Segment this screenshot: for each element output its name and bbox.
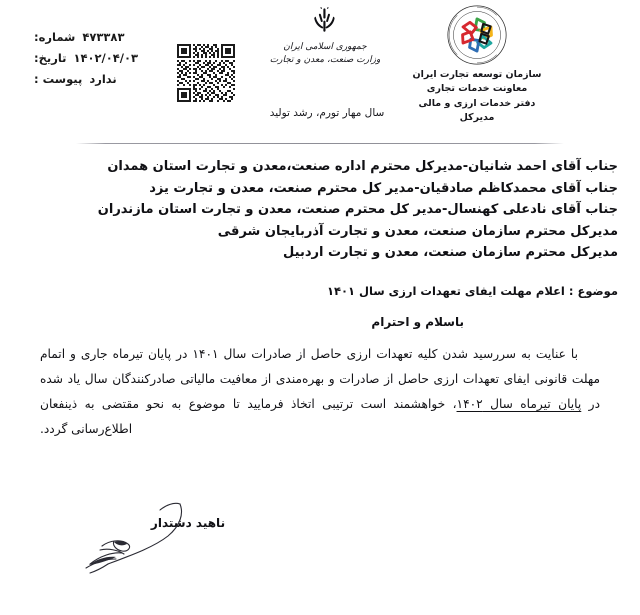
letterhead-header: [0, 0, 640, 132]
recipient-line: جناب آقای محمدکاظم صادقیان-مدیر کل محترم صنعت، معدن و تجارت یزد: [149, 180, 618, 196]
document-meta-block: [34, 30, 186, 93]
organization-block: [402, 4, 552, 125]
organization-line-2: معاونت خدمات تجاری: [426, 83, 528, 95]
ministry-line-2: وزارت صنعت، معدن و تجارت: [269, 55, 381, 66]
subject-line: موضوع : اعلام مهلت ایفای تعهدات ارزی سال ۱۴۰۱: [326, 284, 618, 298]
meta-label-attachment: پیوست :: [34, 72, 83, 86]
organization-line-3: دفتر خدمات ارزی و مالی: [418, 97, 536, 109]
ministry-line-1: جمهوری اسلامی ایران: [283, 42, 367, 52]
header-divider: [76, 143, 564, 144]
recipient-line: جناب آقای نادعلی کهنسال-مدیر کل محترم صنعت، معدن و تجارت استان مازندران: [97, 202, 618, 217]
signatory-name: ناهید دشتدار: [150, 516, 226, 530]
ministry-block: [255, 6, 395, 67]
organization-line-1: سازمان توسعه تجارت ایران: [412, 69, 542, 80]
qr-code-icon: [177, 44, 235, 102]
signature-block: [108, 516, 268, 530]
meta-row-attachment: [34, 72, 186, 86]
meta-label-date: تاریخ:: [34, 51, 67, 65]
recipient-list: [22, 156, 618, 264]
greeting-line: باسلام و احترام: [371, 315, 464, 329]
organization-line-4: مدیرکل: [459, 111, 495, 123]
body-part-2: ، خواهشمند است ترتیبی اتخاذ فرمایید تا موضوع به نحو مقتضی به ذینفعان اطلاع‌رسانی گردد.: [40, 397, 457, 436]
tpo-logo-icon: [446, 4, 508, 66]
meta-value-number: ۴۷۳۳۸۳: [82, 30, 125, 44]
meta-row-number: [34, 30, 186, 44]
year-slogan: سال مهار تورم، رشد تولید: [269, 107, 385, 119]
meta-row-date: [34, 51, 186, 65]
iran-emblem-icon: [255, 6, 395, 38]
handwritten-signature-icon: [56, 498, 236, 588]
meta-value-date: ۱۴۰۲/۰۴/۰۳: [73, 51, 139, 65]
body-part-1: با عنایت به سررسید شدن کلیه تعهدات ارزی حاصل از صادرات سال ۱۴۰۱ در پایان تیرماه جاری و اتمام مهلت قانونی ایفای تعهدات ارزی حاصل از صادرات و بهره‌مندی از معافیت مالیاتی صادرکنندگان سال یاد شده در: [40, 347, 600, 411]
meta-value-attachment: ندارد: [89, 72, 117, 86]
meta-label-number: شماره:: [34, 30, 76, 44]
recipient-line: مدیرکل محترم سازمان صنعت، معدن و تجارت آذربایجان شرقی: [217, 223, 618, 239]
recipient-line: مدیرکل محترم سازمان صنعت، معدن و تجارت اردبیل: [283, 245, 618, 260]
recipient-line: جناب آقای احمد شانیان-مدیرکل محترم اداره صنعت،معدن و تجارت استان همدان: [107, 159, 618, 174]
body-paragraph: [40, 342, 600, 442]
body-underlined-deadline: پایان تیرماه سال ۱۴۰۲: [456, 397, 582, 411]
